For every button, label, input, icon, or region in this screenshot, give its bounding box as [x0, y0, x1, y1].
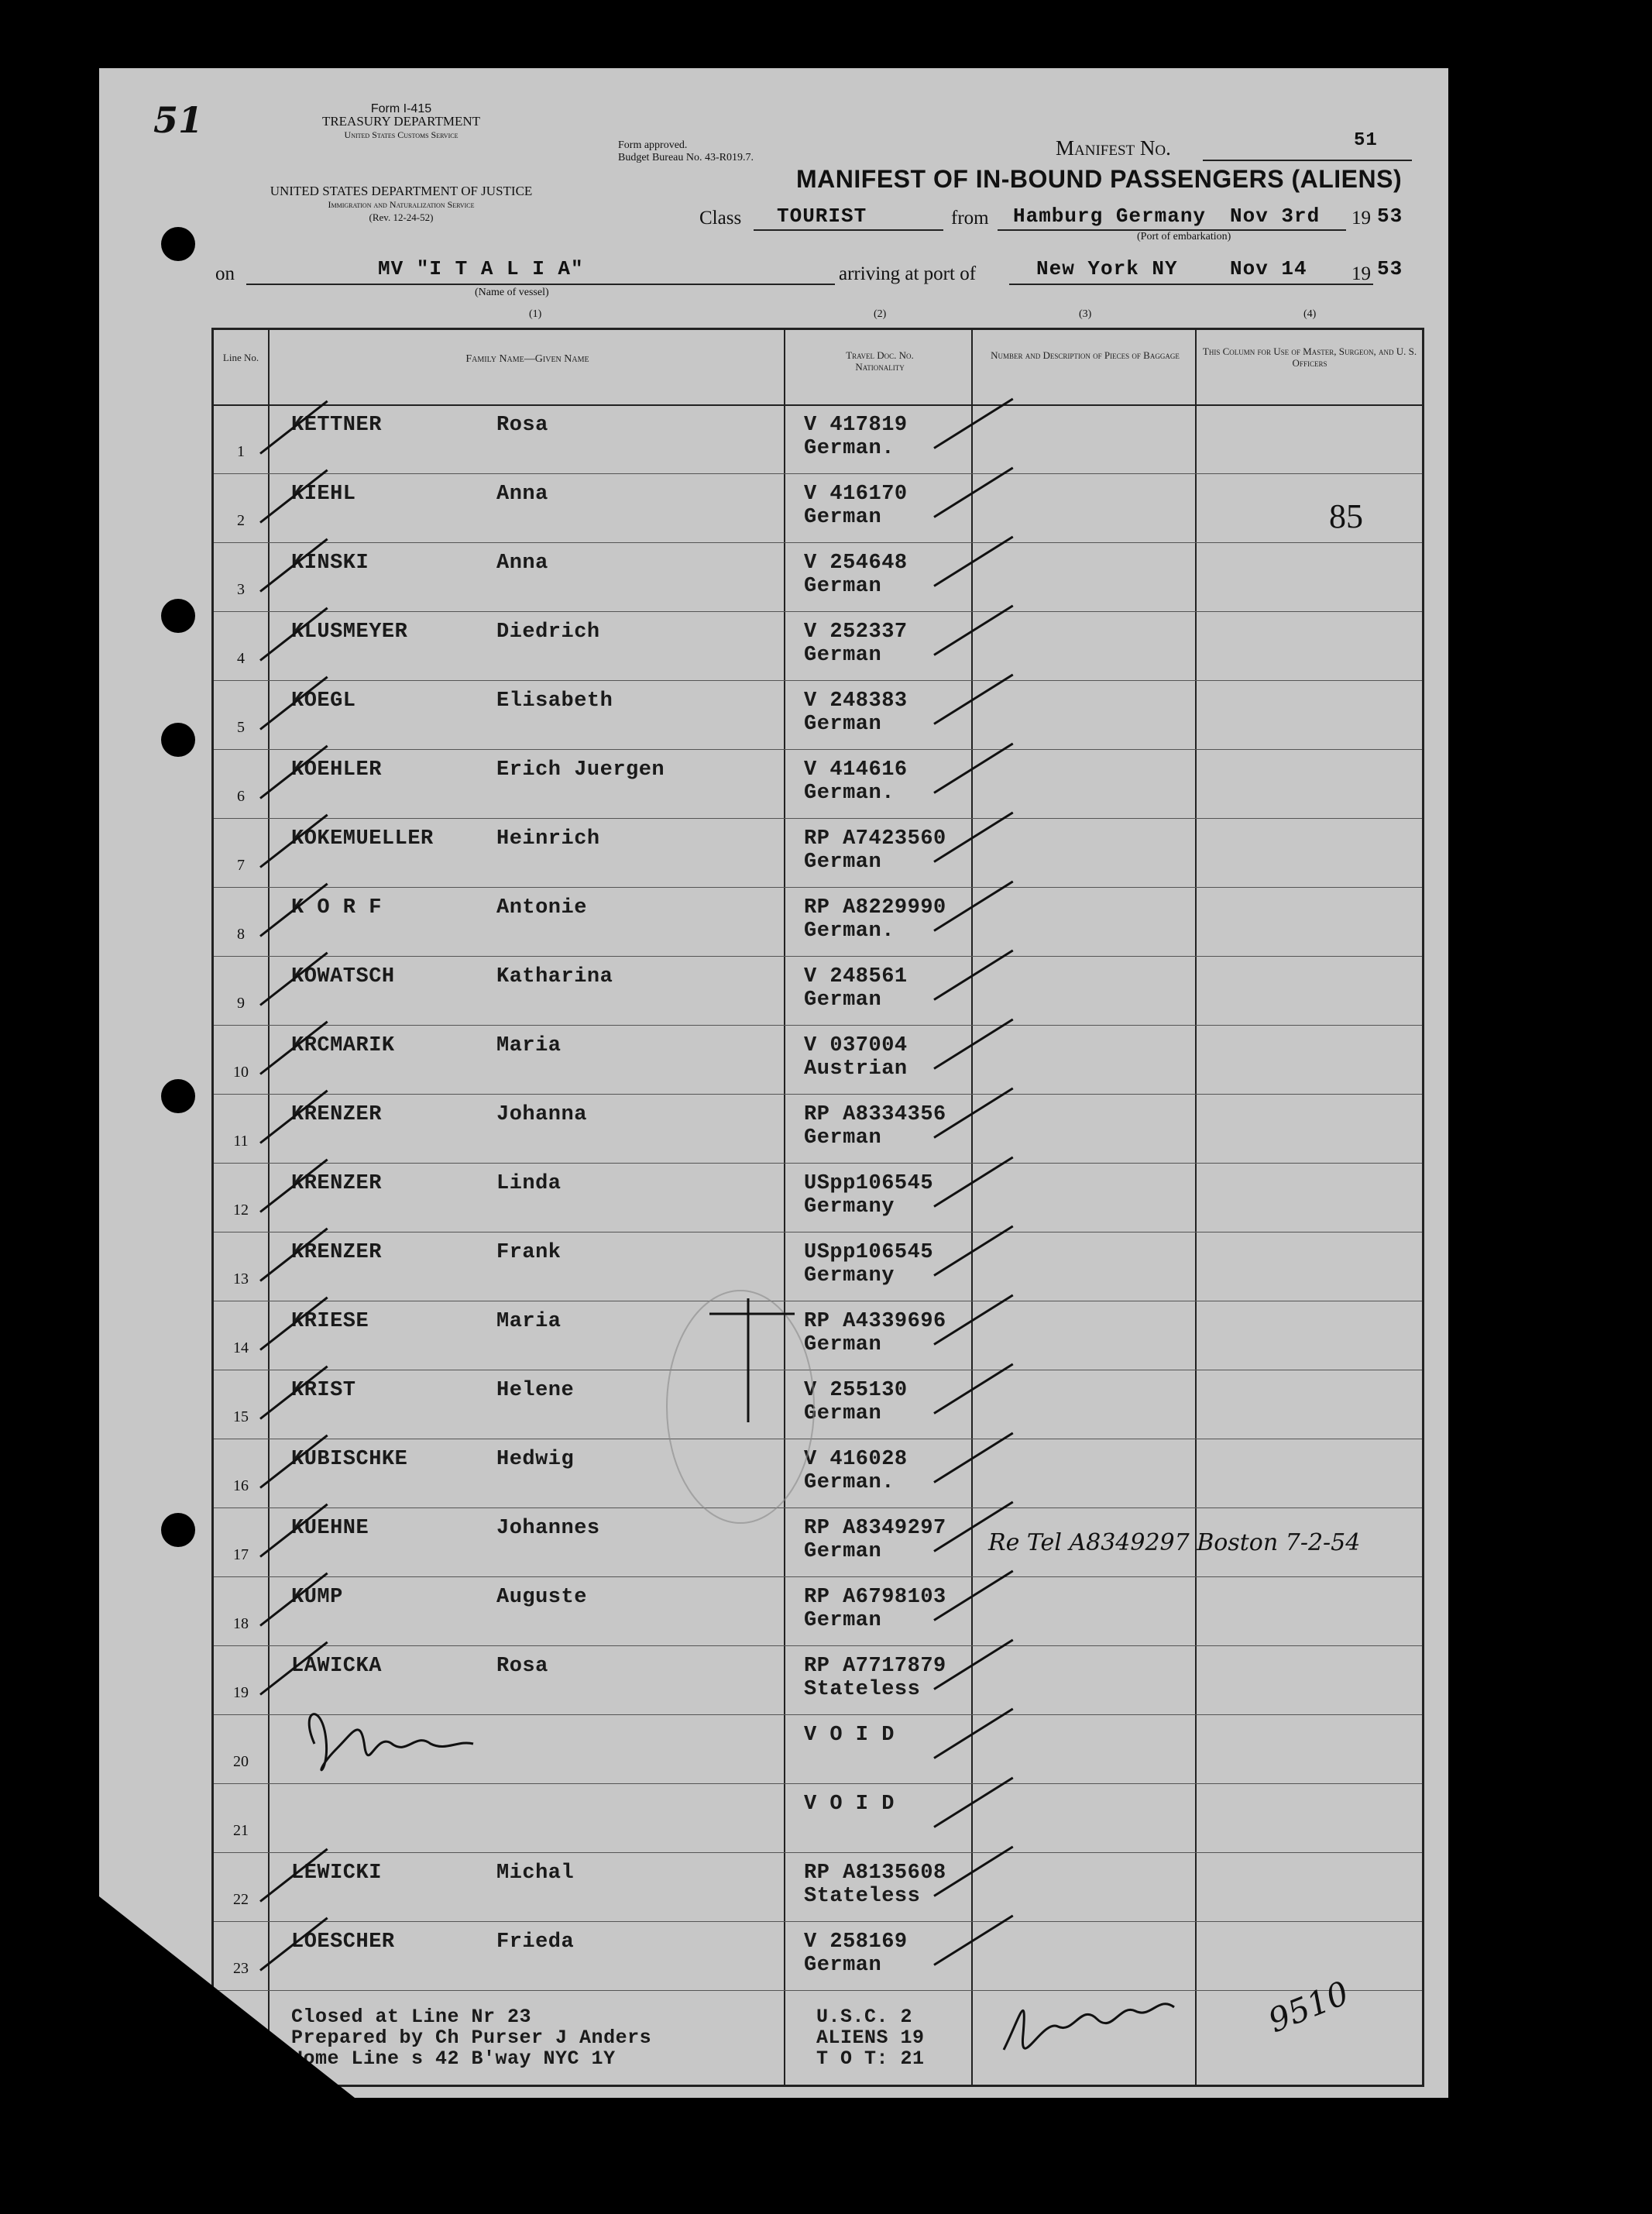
travel-doc-number: V 254648 — [804, 552, 908, 575]
given-name: Hedwig — [496, 1448, 575, 1471]
ins-label: Immigration and Naturalization Service — [328, 199, 475, 210]
arriving-label: arriving at port of — [839, 263, 977, 284]
row-divider — [214, 1025, 1422, 1026]
given-name: Linda — [496, 1172, 562, 1195]
vessel-name: MV "I T A L I A" — [378, 257, 584, 280]
manifest-title: MANIFEST OF IN-BOUND PASSENGERS (ALIENS) — [796, 165, 1403, 193]
col-divider — [268, 330, 270, 2085]
arrival-port: New York NY — [1036, 257, 1178, 280]
check-mark — [933, 605, 1013, 656]
travel-doc-number: V 258169 — [804, 1930, 908, 1954]
header-name: Family Name—Given Name — [465, 353, 589, 365]
line-number: 4 — [237, 650, 245, 667]
punch-hole — [161, 1513, 195, 1547]
line-number: 13 — [233, 1270, 249, 1287]
nationality: German — [804, 988, 882, 1012]
line-number: 1 — [237, 443, 245, 460]
line-number: 14 — [233, 1339, 249, 1356]
col-divider — [784, 330, 785, 2085]
family-name: K O R F — [291, 896, 382, 920]
travel-doc-number: V 037004 — [804, 1034, 908, 1057]
travel-doc-number: RP A6798103 — [804, 1586, 946, 1609]
handwritten-signature — [291, 1701, 485, 1786]
check-mark — [933, 1915, 1013, 1966]
family-name: KLUSMEYER — [291, 621, 408, 644]
customs-label: United States Customs Service — [344, 129, 459, 140]
nationality: German — [804, 506, 882, 529]
family-name: KRIST — [291, 1379, 356, 1402]
row-divider — [214, 1990, 1422, 1991]
given-name: Anna — [496, 483, 548, 506]
check-mark — [933, 536, 1013, 587]
row-divider — [214, 542, 1422, 543]
given-name: Rosa — [496, 1655, 548, 1678]
nationality: Stateless — [804, 1885, 921, 1908]
line-number: 16 — [233, 1477, 249, 1494]
travel-doc-number: V 252337 — [804, 621, 908, 644]
handwritten-signature-2 — [988, 1972, 1205, 2081]
row17-note: Re Tel A8349297 Boston 7-2-54 — [988, 1529, 1361, 1556]
check-mark — [933, 1708, 1013, 1759]
family-name: KRENZER — [291, 1172, 382, 1195]
vessel-caption: (Name of vessel) — [475, 287, 549, 298]
line-number: 18 — [233, 1615, 249, 1632]
line-number: 9 — [237, 995, 245, 1012]
nationality: German — [804, 1540, 882, 1563]
family-name: KINSKI — [291, 552, 369, 575]
page-corner-cut — [99, 1896, 355, 2098]
nationality: German — [804, 1126, 882, 1150]
signoff-number: 9510 — [1262, 1973, 1355, 2040]
family-name: KETTNER — [291, 414, 382, 437]
given-name: Katharina — [496, 965, 613, 988]
manifest-no-value: 51 — [1354, 130, 1378, 151]
given-name: Johanna — [496, 1103, 587, 1126]
given-name: Anna — [496, 552, 548, 575]
arrival-underline — [1009, 284, 1373, 285]
family-name: KOWATSCH — [291, 965, 395, 988]
nationality: German — [804, 644, 882, 667]
travel-doc-number: RP A7717879 — [804, 1655, 946, 1678]
travel-doc-number: RP A8229990 — [804, 896, 946, 920]
from-label: from — [951, 208, 989, 229]
budget-label: Budget Bureau No. 43-R019.7. — [618, 152, 754, 163]
check-mark — [933, 950, 1013, 1001]
line-number: 8 — [237, 926, 245, 943]
nationality: German — [804, 713, 882, 736]
closing-line-1: Closed at Line Nr 23 — [291, 2006, 532, 2028]
nationality: German. — [804, 1471, 895, 1494]
header-divider — [214, 404, 1422, 406]
family-name: KIEHL — [291, 483, 356, 506]
arrival-year: 53 — [1377, 257, 1403, 280]
check-mark — [933, 1777, 1013, 1828]
line-number: 6 — [237, 788, 245, 805]
given-name: Frank — [496, 1241, 562, 1264]
family-name: KRENZER — [291, 1241, 382, 1264]
on-label: on — [215, 263, 235, 284]
travel-doc-number: V 416028 — [804, 1448, 908, 1471]
line-number: 10 — [233, 1064, 249, 1081]
row-divider — [214, 749, 1422, 750]
treasury-label: TREASURY DEPARTMENT — [321, 114, 481, 129]
check-mark — [933, 1432, 1013, 1483]
year-prefix: 19 — [1351, 208, 1371, 229]
travel-doc-number: RP A8349297 — [804, 1517, 946, 1540]
travel-doc-number: USpp106545 — [804, 1241, 934, 1264]
given-name: Frieda — [496, 1930, 575, 1954]
family-name: LEWICKI — [291, 1862, 382, 1885]
given-name: Rosa — [496, 414, 548, 437]
given-name: Elisabeth — [496, 689, 613, 713]
row-divider — [214, 1645, 1422, 1646]
nationality: German. — [804, 920, 895, 943]
class-underline — [754, 229, 943, 231]
line-number: 5 — [237, 719, 245, 736]
manifest-no-label: Manifest No. — [1056, 136, 1171, 160]
family-name: KOEGL — [291, 689, 356, 713]
given-name: Heinrich — [496, 827, 600, 851]
travel-doc-number: USpp106545 — [804, 1172, 934, 1195]
embarkation-port: Hamburg Germany — [1013, 205, 1207, 228]
class-value: TOURIST — [777, 205, 867, 228]
travel-doc-number: V 255130 — [804, 1379, 908, 1402]
line-number: 22 — [233, 1891, 249, 1908]
nationality: German — [804, 575, 882, 598]
family-name: KRCMARIK — [291, 1034, 395, 1057]
line-number: 7 — [237, 857, 245, 874]
col-divider — [971, 330, 973, 2085]
line-number: 21 — [233, 1822, 249, 1839]
form-number: Form I-415 — [370, 102, 432, 115]
given-name: Helene — [496, 1379, 575, 1402]
check-mark — [933, 674, 1013, 725]
family-name: KUBISCHKE — [291, 1448, 408, 1471]
justice-label: UNITED STATES DEPARTMENT OF JUSTICE — [270, 184, 533, 198]
line-number: 23 — [233, 1960, 249, 1977]
row-divider — [214, 887, 1422, 888]
given-name: Antonie — [496, 896, 587, 920]
line-number: 24 — [233, 2058, 249, 2075]
row-divider — [214, 611, 1422, 612]
class-label: Class — [699, 208, 742, 229]
approved-label: Form approved. — [618, 139, 688, 151]
row-divider — [214, 1094, 1422, 1095]
given-name: Auguste — [496, 1586, 587, 1609]
row-divider — [214, 818, 1422, 819]
row-divider — [214, 1163, 1422, 1164]
line-number: 2 — [237, 512, 245, 529]
year-prefix: 19 — [1351, 263, 1371, 284]
travel-doc-number: RP A7423560 — [804, 827, 946, 851]
col-number-4: (4) — [1303, 308, 1317, 320]
travel-doc-number: RP A8135608 — [804, 1862, 946, 1885]
arrival-date: Nov 14 — [1230, 257, 1307, 280]
line-number: 20 — [233, 1753, 249, 1770]
col-divider — [1195, 330, 1197, 2085]
line-number: 3 — [237, 581, 245, 598]
given-name: Johannes — [496, 1517, 600, 1540]
nationality: Germany — [804, 1195, 895, 1219]
travel-doc-number: V 414616 — [804, 758, 908, 782]
vessel-underline — [246, 284, 835, 285]
nationality: German — [804, 1954, 882, 1977]
family-name: LOESCHER — [291, 1930, 395, 1954]
closing-line-2: Prepared by Ch Purser J Anders — [291, 2027, 652, 2049]
row-divider — [214, 1852, 1422, 1853]
header-line-no: Line No. — [222, 352, 259, 363]
total-all: T O T: 21 — [816, 2047, 925, 2070]
punch-hole — [161, 599, 195, 633]
passenger-table — [211, 328, 1424, 2087]
header-officers: This Column for Use of Master, Surgeon, and U. S. Officers — [1202, 346, 1417, 369]
family-name: KUMP — [291, 1586, 343, 1609]
family-name: KOEHLER — [291, 758, 382, 782]
row-divider — [214, 1921, 1422, 1922]
travel-doc-number: V O I D — [804, 1724, 895, 1747]
family-name: KRENZER — [291, 1103, 382, 1126]
travel-doc-number: V 248383 — [804, 689, 908, 713]
revision-label: (Rev. 12-24-52) — [369, 211, 434, 223]
line-number: 15 — [233, 1408, 249, 1425]
punch-hole — [161, 227, 195, 261]
travel-doc-number: RP A8334356 — [804, 1103, 946, 1126]
nationality: Germany — [804, 1264, 895, 1287]
nationality: German — [804, 1609, 882, 1632]
check-mark — [933, 743, 1013, 794]
check-mark — [933, 1363, 1013, 1415]
travel-doc-number: V 416170 — [804, 483, 908, 506]
row-divider — [214, 1576, 1422, 1577]
given-name: Diedrich — [496, 621, 600, 644]
line-number: 12 — [233, 1202, 249, 1219]
row-divider — [214, 473, 1422, 474]
travel-doc-number: RP A4339696 — [804, 1310, 946, 1333]
nationality: German. — [804, 437, 895, 460]
given-name: Erich Juergen — [496, 758, 665, 782]
travel-doc-number: V O I D — [804, 1793, 895, 1816]
line-number: 17 — [233, 1546, 249, 1563]
family-name: KOKEMUELLER — [291, 827, 434, 851]
line-number: 19 — [233, 1684, 249, 1701]
total-usc: U.S.C. 2 — [816, 2006, 913, 2028]
embarkation-year: 53 — [1377, 205, 1403, 228]
header-travel-doc: Travel Doc. No. Nationality — [846, 349, 914, 373]
check-mark — [933, 1157, 1013, 1208]
row-divider — [214, 680, 1422, 681]
check-mark — [933, 467, 1013, 518]
travel-doc-number: V 417819 — [804, 414, 908, 437]
margin-mark: 51 — [153, 99, 204, 141]
header-baggage: Number and Description of Pieces of Baggage — [991, 349, 1180, 361]
manifest-page — [99, 68, 1448, 2098]
check-mark — [933, 1019, 1013, 1070]
given-name: Maria — [496, 1034, 562, 1057]
check-mark — [933, 1226, 1013, 1277]
total-aliens: ALIENS 19 — [816, 2027, 925, 2049]
embarkation-date: Nov 3rd — [1230, 205, 1321, 228]
travel-doc-number: V 248561 — [804, 965, 908, 988]
manifest-no-line — [1203, 160, 1412, 161]
nationality: German — [804, 1402, 882, 1425]
family-name: KUEHNE — [291, 1517, 369, 1540]
stamp-mark — [663, 1283, 818, 1531]
port-caption: (Port of embarkation) — [1137, 231, 1231, 242]
line-number: 11 — [233, 1133, 249, 1150]
given-name: Maria — [496, 1310, 562, 1333]
col-number-1: (1) — [529, 308, 542, 320]
punch-hole — [161, 723, 195, 757]
closing-line-3: Home Line s 42 B'way NYC 1Y — [291, 2047, 616, 2070]
nationality: Austrian — [804, 1057, 908, 1081]
officer-count: 85 — [1329, 497, 1363, 535]
family-name: LAWICKA — [291, 1655, 382, 1678]
nationality: Stateless — [804, 1678, 921, 1701]
family-name: KRIESE — [291, 1310, 369, 1333]
col-number-2: (2) — [874, 308, 887, 320]
punch-hole — [161, 1079, 195, 1113]
nationality: German — [804, 851, 882, 874]
given-name: Michal — [496, 1862, 575, 1885]
nationality: German — [804, 1333, 882, 1356]
nationality: German. — [804, 782, 895, 805]
row-divider — [214, 956, 1422, 957]
col-number-3: (3) — [1079, 308, 1092, 320]
